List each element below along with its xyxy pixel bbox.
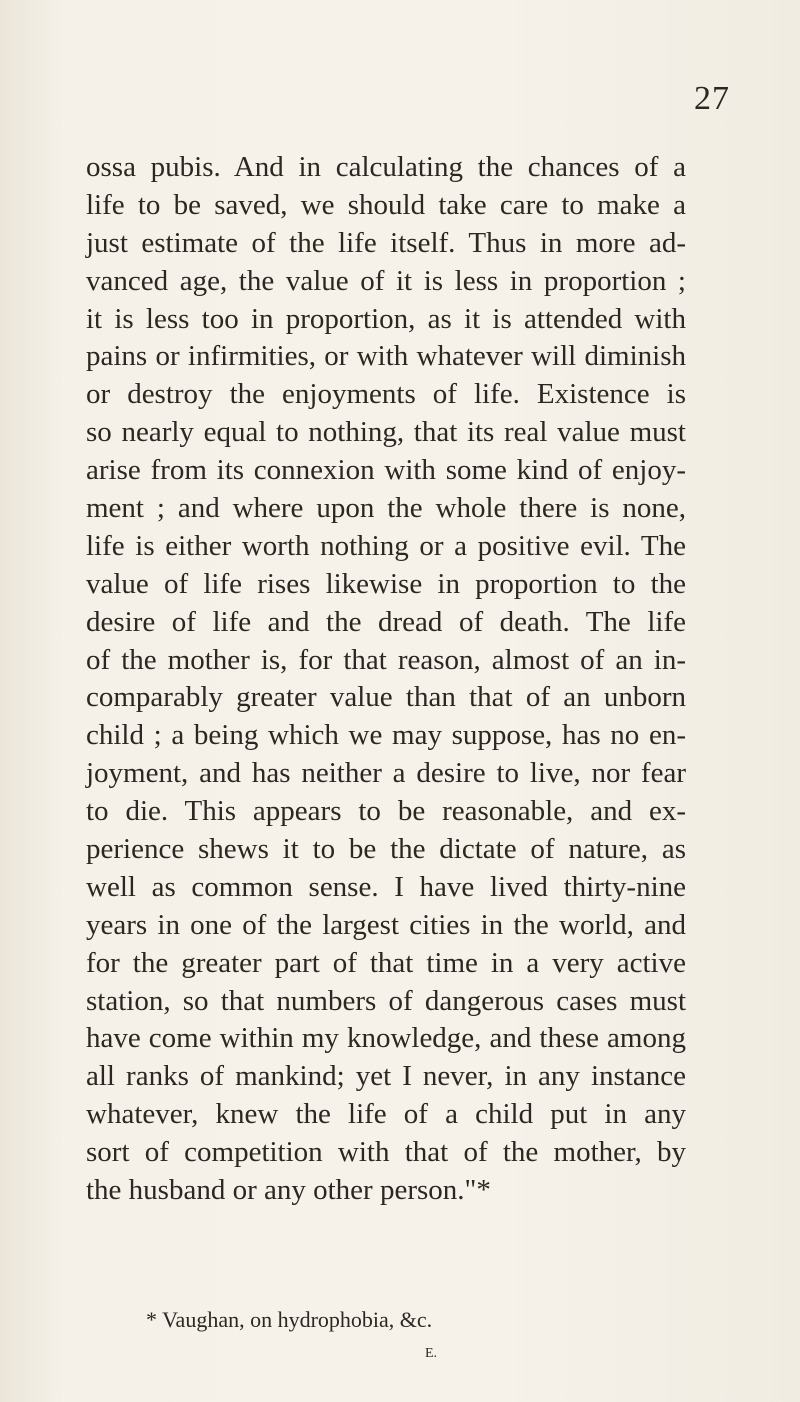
text-line: to die. This appears to be reasonable, and ex- [86, 795, 686, 828]
page-number: 27 [694, 80, 730, 117]
text-line: of the mother is, for that reason, almost of an in- [86, 643, 686, 676]
text-line: for the greater part of that time in a very active [86, 946, 686, 979]
text-line: whatever, knew the life of a child put in any [86, 1098, 686, 1131]
text-line: child ; a being which we may suppose, has no en- [86, 719, 686, 752]
text-line: arise from its connexion with some kind of enjoy- [86, 454, 686, 487]
text-line: perience shews it to be the dictate of nature, as [86, 833, 686, 866]
footnote: * Vaughan, on hydrophobia, &c. [146, 1307, 433, 1332]
text-line: comparably greater value than that of an unborn [86, 681, 686, 714]
text-line: have come within my knowledge, and these among [86, 1022, 686, 1055]
text-line: pains or infirmities, or with whatever will diminish [86, 340, 686, 373]
body-text [86, 149, 686, 1210]
text-line: desire of life and the dread of death. The life [86, 605, 686, 638]
text-line: or destroy the enjoyments of life. Existence is [86, 378, 686, 411]
text-line: it is less too in proportion, as it is attended with [86, 302, 686, 335]
text-line: so nearly equal to nothing, that its real value must [86, 416, 686, 449]
text-line: the husband or any other person."* [86, 1174, 491, 1207]
text-line: all ranks of mankind; yet I never, in any instance [86, 1060, 686, 1093]
text-line: life to be saved, we should take care to make a [86, 188, 686, 221]
text-line: well as common sense. I have lived thirty-nine [86, 870, 686, 903]
text-line: just estimate of the life itself. Thus in more ad- [86, 226, 686, 259]
signature-mark: E. [425, 1346, 438, 1361]
text-line: years in one of the largest cities in the world, and [86, 908, 686, 941]
text-line: ossa pubis. And in calculating the chances of a [86, 151, 686, 183]
text-line: sort of competition with that of the mother, by [86, 1136, 686, 1169]
text-line: life is either worth nothing or a positive evil. The [86, 529, 686, 562]
text-line: vanced age, the value of it is less in proportion ; [86, 264, 686, 297]
text-line: joyment, and has neither a desire to live, nor fear [86, 757, 686, 790]
text-line: ment ; and where upon the whole there is none, [86, 492, 686, 525]
text-line: value of life rises likewise in proportion to the [86, 567, 686, 600]
text-line: station, so that numbers of dangerous cases must [86, 984, 686, 1017]
